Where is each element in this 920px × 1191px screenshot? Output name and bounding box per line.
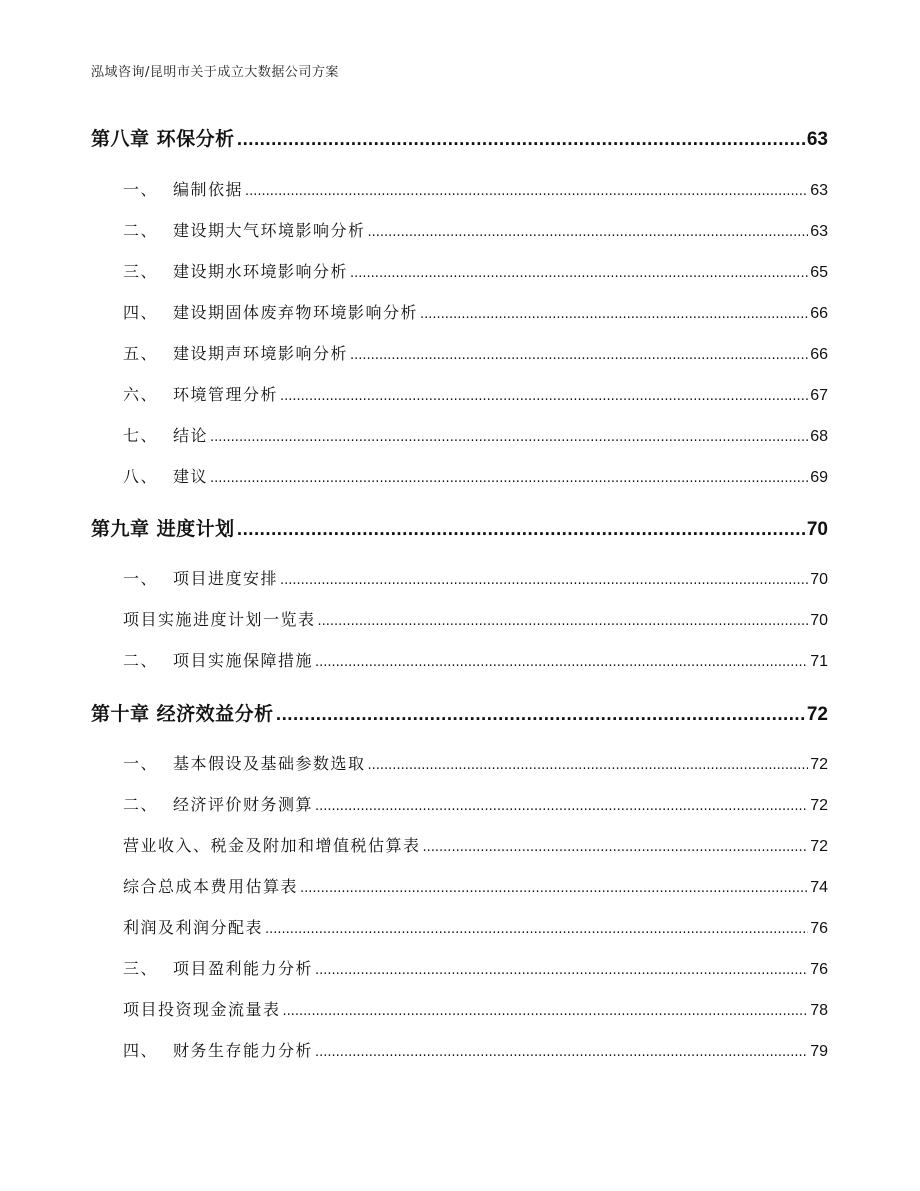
- toc-title: 建设期水环境影响分析: [173, 262, 349, 281]
- toc-leader: [265, 922, 808, 937]
- toc-leader: [368, 758, 809, 773]
- toc-page-number: 68: [810, 428, 828, 445]
- toc-leader: [318, 614, 809, 629]
- toc-title: 第十章 经济效益分析: [91, 703, 274, 725]
- toc-leader: [315, 655, 808, 670]
- toc-leader: [423, 840, 809, 855]
- toc-page-number: 78: [810, 1002, 828, 1019]
- toc-page-number: 70: [810, 612, 828, 629]
- toc-page-number: 70: [806, 519, 828, 540]
- toc-number: 八、: [123, 467, 159, 486]
- toc-title: 营业收入、税金及附加和增值税估算表: [123, 836, 421, 855]
- toc-number: 一、: [123, 180, 159, 199]
- toc-page-number: 63: [810, 182, 828, 199]
- toc-title: 项目实施保障措施: [173, 651, 314, 670]
- toc-chapter-8[interactable]: [91, 124, 828, 151]
- toc-title: 项目投资现金流量表: [123, 1000, 281, 1019]
- toc-page-number: 76: [810, 961, 828, 978]
- toc-title: 结论: [173, 426, 209, 445]
- toc-title: 利润及利润分配表: [123, 918, 264, 937]
- toc-leader: [368, 225, 809, 240]
- toc-number: 四、: [123, 1041, 159, 1060]
- toc-number: 五、: [123, 344, 159, 363]
- toc-page-number: 63: [806, 129, 828, 150]
- toc-number: 一、: [123, 754, 159, 773]
- toc-title: 综合总成本费用估算表: [123, 877, 299, 896]
- toc-title: 项目实施进度计划一览表: [123, 610, 316, 629]
- toc-page-number: 72: [810, 756, 828, 773]
- toc-title: 环境管理分析: [173, 385, 279, 404]
- toc-leader: [210, 471, 808, 486]
- toc-entry[interactable]: [91, 1038, 828, 1061]
- toc-leader: [315, 1045, 808, 1060]
- toc-entry[interactable]: [91, 259, 828, 282]
- toc-entry[interactable]: [91, 607, 828, 630]
- toc-entry[interactable]: [91, 792, 828, 815]
- toc-number: 二、: [123, 651, 159, 670]
- toc-number: 二、: [123, 221, 159, 240]
- toc-page-number: 71: [810, 653, 828, 670]
- toc-number: 七、: [123, 426, 159, 445]
- toc-number: 三、: [123, 959, 159, 978]
- toc-title: 项目盈利能力分析: [173, 959, 314, 978]
- toc-page-number: 70: [810, 571, 828, 588]
- toc-title: 建设期大气环境影响分析: [173, 221, 366, 240]
- toc-title: 建议: [173, 467, 209, 486]
- toc-title: 建设期声环境影响分析: [173, 344, 349, 363]
- toc-entry[interactable]: [91, 566, 828, 589]
- toc-number: 一、: [123, 569, 159, 588]
- toc-title: 经济评价财务测算: [173, 795, 314, 814]
- toc-entry[interactable]: [91, 464, 828, 487]
- toc-entry[interactable]: [91, 177, 828, 200]
- toc-page-number: 63: [810, 223, 828, 240]
- toc-page-number: 69: [810, 469, 828, 486]
- toc-entry[interactable]: [91, 423, 828, 446]
- toc-title: 第九章 进度计划: [91, 518, 235, 540]
- toc-leader: [315, 799, 808, 814]
- toc-page-number: 72: [810, 838, 828, 855]
- toc-number: 六、: [123, 385, 159, 404]
- toc-number: 二、: [123, 795, 159, 814]
- toc-title: 编制依据: [173, 180, 244, 199]
- toc-page-number: 66: [810, 305, 828, 322]
- toc-title: 财务生存能力分析: [173, 1041, 314, 1060]
- toc-entry[interactable]: [91, 341, 828, 364]
- toc-entry[interactable]: [91, 218, 828, 241]
- toc-page-number: 72: [806, 704, 828, 725]
- toc-leader: [350, 348, 808, 363]
- toc-page-number: 66: [810, 346, 828, 363]
- toc-entry[interactable]: [91, 382, 828, 405]
- toc-leader: [420, 307, 808, 322]
- toc-title: 建设期固体废弃物环境影响分析: [173, 303, 419, 322]
- toc-entry[interactable]: [91, 874, 828, 897]
- toc-entry[interactable]: [91, 751, 828, 774]
- toc-entry[interactable]: [91, 833, 828, 856]
- toc-leader: [350, 266, 808, 281]
- toc-title: 第八章 环保分析: [91, 128, 235, 150]
- toc-page-number: 67: [810, 387, 828, 404]
- toc-leader: [245, 184, 808, 199]
- toc-leader: [237, 521, 805, 539]
- toc-leader: [237, 131, 805, 149]
- toc-leader: [283, 1004, 809, 1019]
- toc-page-number: 79: [810, 1043, 828, 1060]
- toc-leader: [300, 881, 808, 896]
- toc-page-number: 76: [810, 920, 828, 937]
- header-divider: [91, 84, 828, 85]
- toc-chapter-10[interactable]: [91, 699, 828, 726]
- toc-number: 四、: [123, 303, 159, 322]
- toc-leader: [276, 706, 805, 724]
- toc-entry[interactable]: [91, 300, 828, 323]
- page-header: 泓域咨询/昆明市关于成立大数据公司方案: [91, 65, 339, 80]
- toc-page-number: 74: [810, 879, 828, 896]
- toc-entry[interactable]: [91, 997, 828, 1020]
- toc-leader: [280, 389, 808, 404]
- toc-number: 三、: [123, 262, 159, 281]
- toc-leader: [315, 963, 808, 978]
- toc-chapter-9[interactable]: [91, 514, 828, 541]
- toc-leader: [280, 573, 808, 588]
- toc-entry[interactable]: [91, 915, 828, 938]
- toc-entry[interactable]: [91, 648, 828, 671]
- toc-title: 基本假设及基础参数选取: [173, 754, 366, 773]
- toc-entry[interactable]: [91, 956, 828, 979]
- toc-leader: [210, 430, 808, 445]
- toc-page-number: 65: [810, 264, 828, 281]
- toc-title: 项目进度安排: [173, 569, 279, 588]
- toc-page-number: 72: [810, 797, 828, 814]
